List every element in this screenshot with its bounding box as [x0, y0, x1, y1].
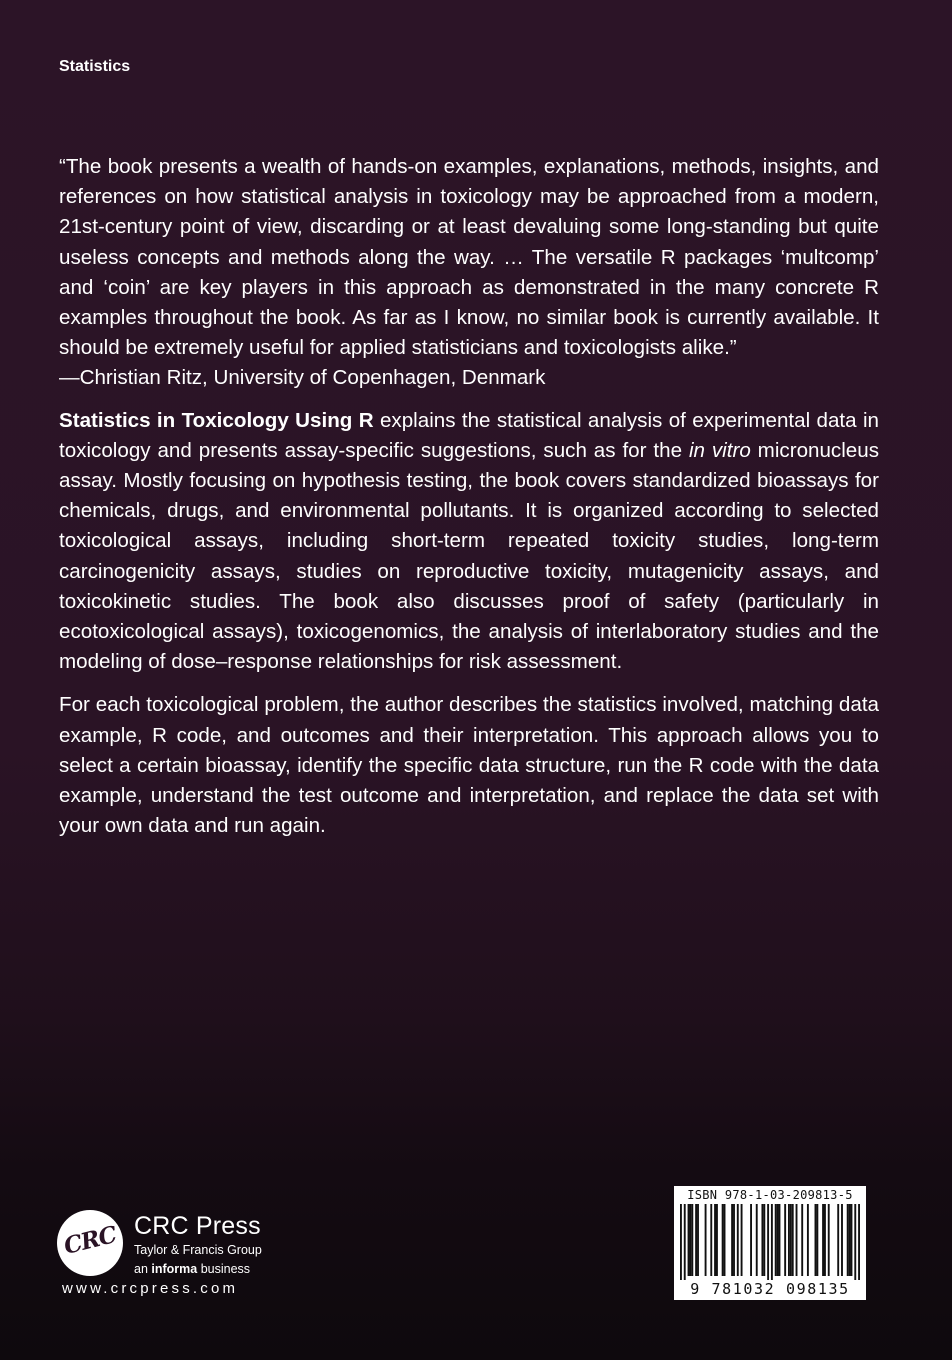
barcode-bar [771, 1204, 773, 1280]
barcode-bar [680, 1204, 682, 1280]
barcode-bar [688, 1204, 690, 1276]
description-italic: in vitro [688, 438, 751, 462]
barcode-bar [763, 1204, 765, 1276]
barcode-bar [722, 1204, 724, 1276]
barcode-bar [822, 1204, 824, 1276]
barcode-bar [691, 1204, 693, 1276]
barcode-bar [761, 1204, 763, 1276]
barcode-bar [695, 1204, 697, 1276]
book-title: Statistics in Toxicology Using R [59, 408, 374, 432]
barcode-bar [710, 1204, 712, 1276]
publisher-business: an informa business [134, 1262, 251, 1276]
barcode-bar [858, 1204, 860, 1280]
barcode-bar [779, 1204, 781, 1276]
barcode-bar [684, 1204, 686, 1280]
barcode-bar [847, 1204, 849, 1276]
barcode-bar [849, 1204, 851, 1276]
crc-logo-icon [57, 1210, 123, 1276]
approach-description: For each toxicological problem, the author describes the statistics involved, matching data example, R code, and outcomes and their interpretation. This approach allows you to select a certain bioassay, identify the specific data structure, run the R code with the data example, understand the test outcome and interpretation, and replace the data set with your own data and run again. [59, 693, 879, 838]
barcode-bar [788, 1204, 790, 1276]
barcode-bar [716, 1204, 718, 1276]
barcode-bar [784, 1204, 786, 1276]
back-cover-text [59, 152, 879, 841]
barcode-bar [816, 1204, 818, 1276]
review-quote: “The book presents a wealth of hands-on examples, explanations, methods, insights, and references on how statistical analysis in toxicology may be approached from a modern, 21st-century point of view, discarding or at least devaluing some long-standing but quite useless concepts and methods along the way. … The versatile R packages ‘multcomp’ and ‘coin’ are key players in this approach as demonstrated in the many concrete R examples throughout the book. As far as I know, no similar book is currently available. It should be extremely useful for applied statisticians and toxicologists alike.” [59, 155, 879, 360]
barcode-bar [697, 1204, 699, 1276]
publisher-group: Taylor & Francis Group [134, 1243, 262, 1257]
description-part-2: micronucleus assay. Mostly focusing on hypothesis testing, the book covers standardized bioassays for chemicals, drugs, and environmental pollutants. It is organized according to selected toxicological assays, including short-term repeated toxicity studies, long-term carcinogenicity assays, studies on reproductive toxicity, mutagenicity assays, and toxicokinetic studies. The book also discusses proof of safety (particularly in ecotoxicological assays), toxicogenomics, the analysis of interlaboratory studies and the modeling of dose–response relationships for risk assessment. [59, 438, 880, 674]
publisher-url: www.crcpress.com [62, 1280, 239, 1297]
barcode-bars [680, 1204, 860, 1280]
barcode-bar [737, 1204, 739, 1276]
isbn-label: ISBN 978-1-03-209813-5 [687, 1188, 853, 1202]
barcode-bar [815, 1204, 817, 1276]
quote-attribution: —Christian Ritz, University of Copenhagen, Denmark [59, 366, 546, 390]
barcode-bar [767, 1204, 769, 1280]
publisher-block [57, 1208, 317, 1308]
category-label: Statistics [59, 58, 131, 75]
barcode-bar [724, 1204, 726, 1276]
barcode-bar [705, 1204, 707, 1276]
barcode-bar [854, 1204, 856, 1280]
barcode-bar [837, 1204, 839, 1276]
barcode-bar [714, 1204, 716, 1276]
description-part-1: explains the statistical analysis of experimental data in toxicology and presents assay-specific suggestions, such as for the [59, 408, 879, 462]
barcode-bar [756, 1204, 758, 1276]
barcode-bar [750, 1204, 752, 1276]
barcode-bar [796, 1204, 798, 1276]
barcode-bar [807, 1204, 809, 1276]
barcode-bar [775, 1204, 777, 1276]
barcode-bar [824, 1204, 826, 1276]
barcode-bar [777, 1204, 779, 1276]
barcode-bar [689, 1204, 691, 1276]
isbn-barcode [674, 1186, 866, 1300]
barcode-bar [733, 1204, 735, 1276]
barcode-digits: 9 781032 098135 [690, 1280, 850, 1298]
barcode-bar [731, 1204, 733, 1276]
barcode-bar [741, 1204, 743, 1276]
crc-logo-text: CRC [61, 1221, 119, 1260]
barcode-bar [790, 1204, 792, 1276]
barcode-bar [792, 1204, 794, 1276]
barcode-bar [841, 1204, 843, 1276]
barcode-bar [851, 1204, 853, 1276]
barcode-bar [801, 1204, 803, 1276]
book-description [59, 406, 879, 678]
barcode-bar [828, 1204, 830, 1276]
publisher-name: CRC Press [134, 1212, 261, 1240]
